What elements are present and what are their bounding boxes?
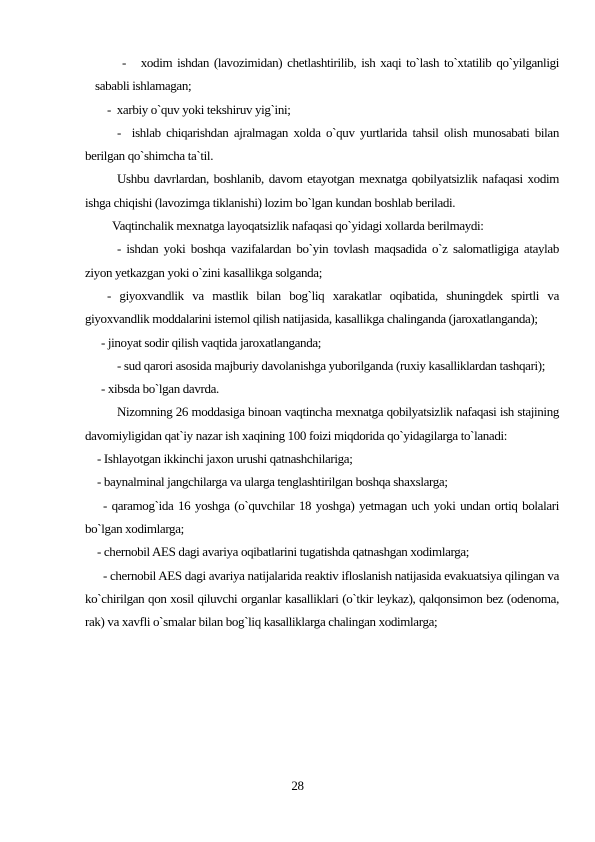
paragraph-3: - ishlab chiqarishdan ajralmagan xolda o`quv yurtlarida tahsil olish munosabati bilan berilgan qo`shimcha ta`til. [85,124,559,164]
paragraph-1: - xodim ishdan (lavozimidan) chetlashtirilib, ish xaqi to`lash to`xtatilib qo`yilganligi sababli ishlamagan; [95,55,559,94]
paragraph-10: - xibsda bo`lgan davrda. [101,381,219,397]
page-number: 28 [291,778,304,793]
paragraph-16: - chernobil AES dagi avariya natijalarida reaktiv ifloslanish natijasida evakuatsiya qilingan va ko`chirilgan qon xosil qiluvchi organlar kasalliklari (o`tkir leykaz), qalqonsimon bez (odenoma, rak) va xavfli o`smalar bilan bog`liq kasalliklarga chalingan xodimlarga; [85,567,559,630]
paragraph-4: Ushbu davrlardan, boshlanib, davom etayotgan mexnatga qobilyatsizlik nafaqasi xodim ishga chiqishi (lavozimga tiklanishi) lozim bo`lgan kundan boshlab beriladi. [85,171,559,210]
paragraph-12: - Ishlayotgan ikkinchi jaxon urushi qatnashchilariga; [97,451,353,467]
paragraph-5: Vaqtinchalik mexnatga layoqatsizlik nafaqasi qo`yidagi xollarda berilmaydi: [112,218,484,234]
paragraph-2: - xarbiy o`quv yoki tekshiruv yig`ini; [107,101,291,117]
body-text [85,51,559,633]
paragraph-7: - giyoxvandlik va mastlik bilan bog`liq xarakatlar oqibatida, shuningdek spirtli va giyoxvandlik moddalarini istemol qilish natijasida, kasallikga chalinganda (jaroxatlanganda); [85,287,559,327]
paragraph-15: - chernobil AES dagi avariya oqibatlarini tugatishda qatnashgan xodimlarga; [97,544,470,560]
paragraph-14: - qaramog`ida 16 yoshga (o`quvchilar 18 yoshga) yetmagan uch yoki undan ortiq bolalari bo`lgan xodimlarga; [85,497,559,536]
paragraph-11: Nizomning 26 moddasiga binoan vaqtincha mexnatga qobilyatsizlik nafaqasi ish stajining davomiyligidan qat`iy nazar ish xaqining 100 foizi miqdorida qo`yidagilarga to`lanadi: [85,404,559,443]
paragraph-8: - jinoyat sodir qilish vaqtida jaroxatlanganda; [101,334,322,350]
paragraph-6: - ishdan yoki boshqa vazifalardan bo`yin tovlash maqsadida o`z salomatligiga ataylab ziyon yetkazgan yoki o`zini kasallikga solganda; [85,241,559,280]
paragraph-13: - baynalminal jangchilarga va ularga tenglashtirilgan boshqa shaxslarga; [97,474,448,490]
paragraph-9: - sud qarori asosida majburiy davolanishga yuborilganda (ruxiy kasalliklardan tashqari); [117,357,546,373]
